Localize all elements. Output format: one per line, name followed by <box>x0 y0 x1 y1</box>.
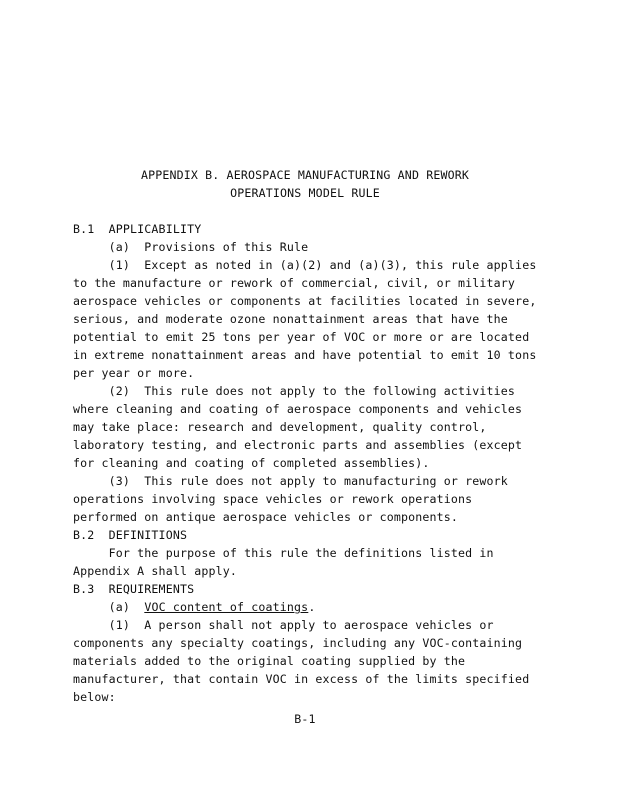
body-line: below: <box>73 690 116 704</box>
page-number: B-1 <box>294 712 316 726</box>
body-line: (1) A person shall not apply to aerospace vehicles or <box>73 618 494 632</box>
voc-content-heading: VOC content of coatings <box>144 600 309 614</box>
body-line: (a) Provisions of this Rule <box>73 240 309 254</box>
appendix-title-line-1: APPENDIX B. AEROSPACE MANUFACTURING AND REWORK <box>141 168 469 182</box>
section-b1-heading: B.1 APPLICABILITY <box>73 222 202 236</box>
body-line: performed on antique aerospace vehicles or components. <box>73 510 459 524</box>
body-line: (3) This rule does not apply to manufacturing or rework <box>73 474 508 488</box>
body-line: laboratory testing, and electronic parts and assemblies (except <box>73 438 523 452</box>
section-b2-heading: B.2 DEFINITIONS <box>73 528 188 542</box>
appendix-title-line-2: OPERATIONS MODEL RULE <box>230 186 380 200</box>
body-line: (1) Except as noted in (a)(2) and (a)(3), this rule applies <box>73 258 537 272</box>
body-line: serious, and moderate ozone nonattainment areas that have the <box>73 312 508 326</box>
body-line: per year or more. <box>73 366 195 380</box>
body-line: manufacturer, that contain VOC in excess of the limits specified <box>73 672 530 686</box>
body-line: where cleaning and coating of aerospace components and vehicles <box>73 402 523 416</box>
heading-period: . <box>308 600 316 614</box>
body-line: in extreme nonattainment areas and have potential to emit 10 tons <box>73 348 537 362</box>
body-line: may take place: research and development, quality control, <box>73 420 487 434</box>
body-line: For the purpose of this rule the definitions listed in <box>73 546 494 560</box>
body-line: to the manufacture or rework of commercial, civil, or military <box>73 276 516 290</box>
body-line: (2) This rule does not apply to the following activities <box>73 384 516 398</box>
body-line: operations involving space vehicles or rework operations <box>73 492 473 506</box>
section-b3-heading: B.3 REQUIREMENTS <box>73 582 195 596</box>
body-line: aerospace vehicles or components at facilities located in severe, <box>73 294 537 308</box>
body-line: potential to emit 25 tons per year of VOC or more or are located <box>73 330 530 344</box>
body-line: Appendix A shall apply. <box>73 564 237 578</box>
subsection-label: (a) <box>73 600 145 614</box>
body-line: for cleaning and coating of completed assemblies). <box>73 456 430 470</box>
body-line: components any specialty coatings, including any VOC-containing <box>73 636 523 650</box>
subsection-b3a <box>73 600 315 614</box>
body-line: materials added to the original coating supplied by the <box>73 654 466 668</box>
